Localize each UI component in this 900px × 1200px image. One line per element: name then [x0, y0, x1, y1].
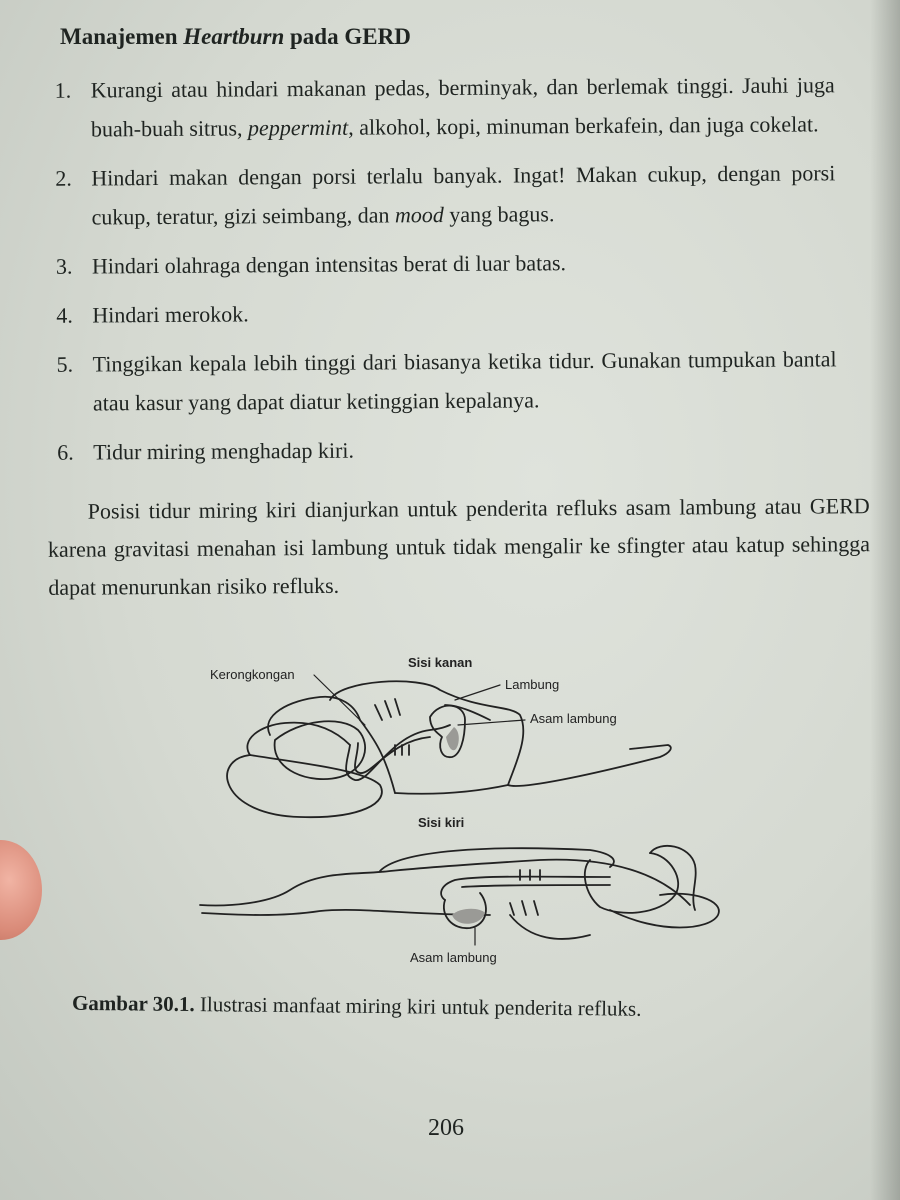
right-side-figure: [227, 675, 671, 817]
list-item-number: 6.: [57, 439, 74, 465]
acid-pool-top: [446, 727, 459, 750]
body-paragraph: Posisi tidur miring kiri dianjurkan untuk penderita refluks asam lambung atau GERD karena gravitasi menahan isi lambung untuk tidak mengalir ke sfingter atau katup sehingga dapat menurunkan risiko refluks.: [47, 493, 871, 600]
list-item-text: Hindari merokok.: [92, 301, 249, 328]
acid-bottom-label: Asam lambung: [410, 950, 497, 965]
list-item-text: Tinggikan kepala lebih tinggi dari biasanya ketika tidur. Gunakan tumpukan bantal atau kasur yang dapat diatur ketinggian kepalanya.: [92, 346, 837, 416]
list-item-number: 4.: [56, 302, 73, 328]
list-item-number: 1.: [54, 77, 72, 103]
list-item-text: Hindari olahraga dengan intensitas berat di luar batas.: [91, 250, 567, 279]
section-heading: Manajemen Heartburn pada GERD: [60, 24, 411, 49]
page-number: 206: [428, 1115, 464, 1141]
list-item: [56, 241, 836, 285]
right-side-title: Sisi kanan: [408, 655, 473, 670]
page-edge-shadow: [870, 0, 900, 1200]
acid-pool-bottom: [452, 909, 485, 924]
list-item: [55, 65, 836, 148]
left-side-title: Sisi kiri: [418, 815, 465, 830]
esophagus-label: Kerongkongan: [210, 667, 295, 682]
list-item: [55, 153, 836, 236]
list-item-text: Kurangi atau hindari makanan pedas, berminyak, dan berlemak tinggi. Jauhi juga buah-buah sitrus, peppermint, alkohol, kopi, minuman berkafein, dan juga cokelat.: [90, 72, 835, 142]
illustration-drawing: [190, 645, 750, 975]
list-item-number: 2.: [55, 165, 72, 191]
acid-top-label: Asam lambung: [530, 711, 617, 726]
list-item: [56, 339, 837, 422]
list-item: [57, 427, 837, 471]
tips-list: [55, 65, 838, 481]
list-item-number: 5.: [56, 351, 74, 377]
sleep-position-illustration: [190, 645, 750, 975]
list-item-number: 3.: [55, 253, 73, 279]
list-item-text: Hindari makan dengan porsi terlalu banyak. Ingat! Makan cukup, dengan porsi cukup, teratur, gizi seimbang, dan mood yang bagus.: [91, 160, 836, 230]
figure-caption: Gambar 30.1. Ilustrasi manfaat miring kiri untuk penderita refluks.: [71, 990, 642, 1021]
list-item-text: Tidur miring menghadap kiri.: [93, 437, 355, 465]
left-side-figure: [200, 846, 719, 945]
list-item: [56, 290, 836, 334]
stomach-label: Lambung: [505, 677, 560, 692]
finger-edge: [0, 840, 42, 940]
